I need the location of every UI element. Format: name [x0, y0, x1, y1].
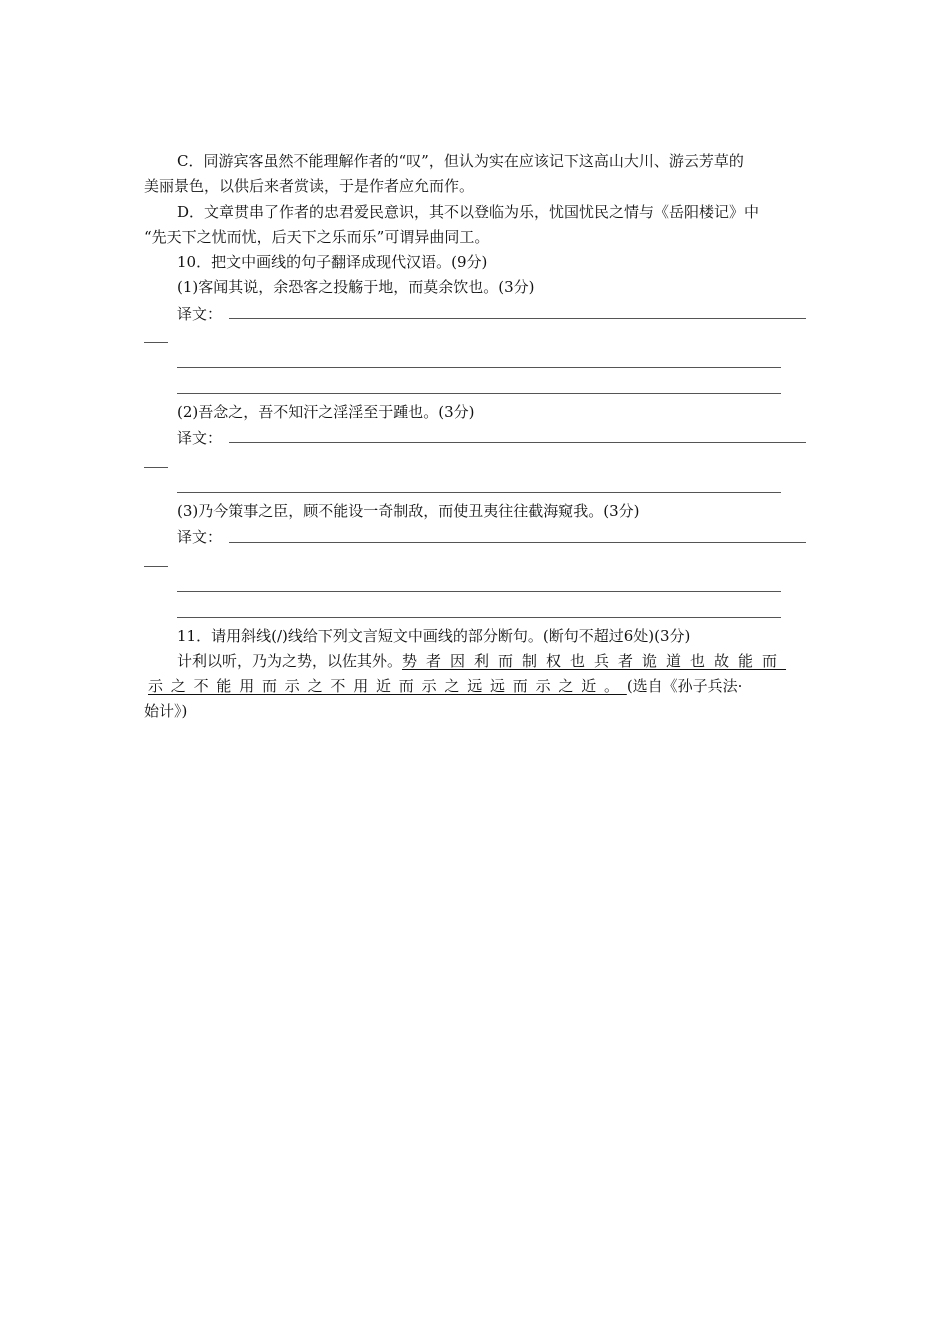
answer-line[interactable] — [177, 591, 781, 592]
q10-item3-prompt: (3)乃今策事之臣，顾不能设一奇制敌，而使丑夷往往截海窥我。(3分) — [177, 502, 640, 520]
option-d-line2: “先天下之忧而忧，后天下之乐而乐”可谓异曲同工。 — [144, 228, 490, 246]
q11-underlined-passage-part1: 势者因利而制权也兵者诡道也故能而 — [402, 652, 787, 670]
q11-source-part1: (选自《孙子兵法· — [626, 677, 743, 695]
q10-item2-prompt: (2)吾念之，吾不知汗之淫淫至于踵也。(3分) — [177, 403, 475, 421]
q10-title: 10．把文中画线的句子翻译成现代汉语。(9分) — [177, 253, 488, 271]
answer-line[interactable] — [177, 393, 781, 394]
answer-line[interactable] — [144, 467, 168, 468]
answer-line[interactable] — [229, 442, 806, 443]
q11-lead-text: 计利以听，乃为之势，以佐其外。 — [177, 652, 403, 670]
q11-source-part2: 始计》) — [144, 702, 188, 720]
option-c-line2: 美丽景色，以供后来者赏读，于是作者应允而作。 — [144, 177, 475, 195]
answer-line[interactable] — [177, 617, 781, 618]
answer-line[interactable] — [177, 367, 781, 368]
q10-item2-answer-label: 译文： — [177, 429, 223, 447]
q10-item1-answer-label: 译文： — [177, 305, 223, 323]
q10-item1-prompt: (1)客闻其说，余恐客之投觞于地，而莫余饮也。(3分) — [177, 278, 535, 296]
answer-line[interactable] — [144, 566, 168, 567]
answer-line[interactable] — [229, 318, 806, 319]
q11-title: 11．请用斜线(/)线给下列文言短文中画线的部分断句。(断句不超过6处)(3分) — [177, 627, 691, 645]
answer-line[interactable] — [229, 542, 806, 543]
q11-underlined-passage-part2: 示之不能用而示之不用近而示之远远而示之近。 — [148, 677, 627, 695]
q11-line1 — [177, 650, 786, 672]
option-c-line1: C．同游宾客虽然不能理解作者的“叹”，但认为实在应该记下这高山大川、游云芳草的 — [177, 152, 744, 170]
option-d-line1: D．文章贯串了作者的忠君爱民意识，其不以登临为乐，忧国忧民之情与《岳阳楼记》中 — [177, 203, 760, 221]
q11-line2 — [144, 675, 742, 697]
answer-line[interactable] — [144, 342, 168, 343]
q10-item3-answer-label: 译文： — [177, 528, 223, 546]
answer-line[interactable] — [177, 492, 781, 493]
